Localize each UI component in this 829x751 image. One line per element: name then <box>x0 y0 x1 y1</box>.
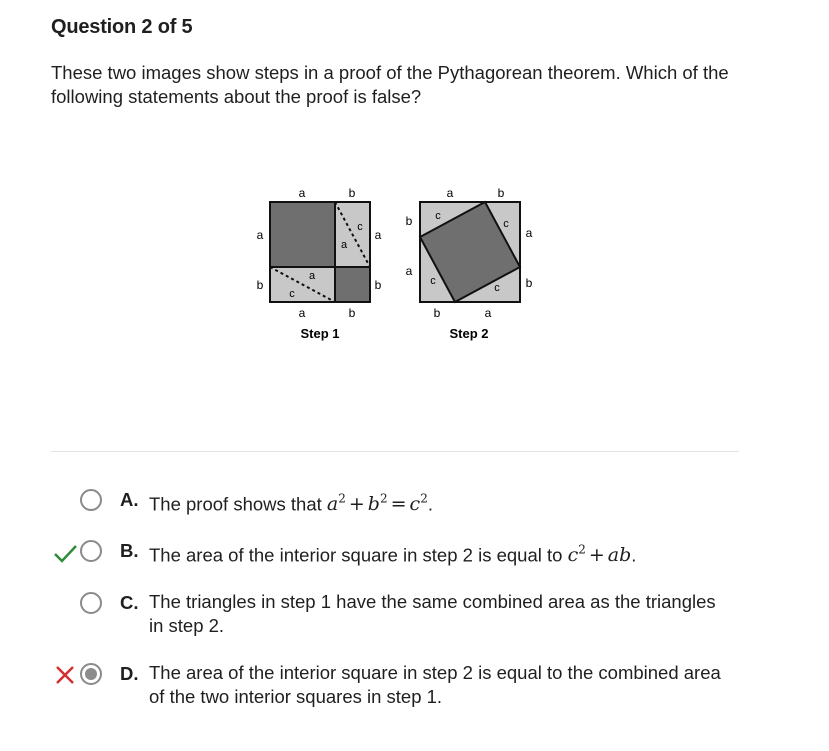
step1-square-b <box>335 267 370 302</box>
answer-option-c[interactable] <box>0 581 829 636</box>
step2-c-top-right: c <box>503 218 509 230</box>
step1-label-top-a: a <box>298 186 306 200</box>
step2-label-top-a: a <box>446 186 454 200</box>
step1-label-right-b: b <box>374 278 382 292</box>
step2-label-left-a: a <box>405 264 413 278</box>
question-prompt: These two images show steps in a proof of the Pythagorean theorem. Which of the following statements about the proof is false? <box>51 62 729 107</box>
question-header: Question 2 of 5 <box>51 16 193 38</box>
step2-label-bottom-b: b <box>433 306 441 320</box>
step1-label-left-b: b <box>256 278 264 292</box>
math-expression: $c^2$ + ab <box>567 543 632 567</box>
x-mark-icon <box>52 662 78 688</box>
option-letter: C. <box>120 592 139 613</box>
step1-label-right-a: a <box>374 228 382 242</box>
answer-option-b[interactable] <box>0 528 829 574</box>
step1-diagram <box>257 186 382 341</box>
divider <box>51 451 739 452</box>
step2-label-right-a: a <box>525 226 533 240</box>
step1-label-bottom-a: a <box>298 306 306 320</box>
option-text: The area of the interior square in step 2 is equal to $c^2$ + ab. <box>149 543 637 567</box>
option-letter: D. <box>120 663 139 684</box>
option-text: The proof shows that $a^2 + b^2 = c^2$. <box>149 492 433 516</box>
step1-tri-label-c2: c <box>289 288 295 300</box>
option-letter: B. <box>120 540 139 561</box>
option-text: The area of the interior square in step 2 is equal to the combined area of the two interior squares in step 1. <box>149 662 721 707</box>
answer-option-d[interactable] <box>0 652 829 707</box>
step2-label-left-b: b <box>405 214 413 228</box>
radio-d[interactable] <box>80 663 102 685</box>
step2-caption: Step 2 <box>449 326 489 341</box>
option-letter: A. <box>120 489 139 510</box>
step2-c-top-left: c <box>435 210 441 222</box>
radio-a[interactable] <box>80 489 102 511</box>
step2-label-right-b: b <box>525 276 533 290</box>
step2-label-bottom-a: a <box>484 306 492 320</box>
step1-label-top-b: b <box>348 186 356 200</box>
option-text: The triangles in step 1 have the same combined area as the triangles in step 2. <box>149 591 716 636</box>
radio-b[interactable] <box>80 540 102 562</box>
answer-option-a[interactable] <box>0 477 829 523</box>
checkmark-icon <box>52 540 78 566</box>
step2-c-bottom-right: c <box>494 282 500 294</box>
step1-tri-label-c1: c <box>357 221 363 233</box>
pythagorean-proof-figure <box>240 178 560 353</box>
radio-c[interactable] <box>80 592 102 614</box>
step2-label-top-b: b <box>497 186 505 200</box>
step1-label-bottom-b: b <box>348 306 356 320</box>
step2-diagram <box>406 186 533 341</box>
step2-c-bottom-left: c <box>430 275 436 287</box>
step1-label-left-a: a <box>256 228 264 242</box>
step1-tri-label-a2: a <box>308 270 316 282</box>
math-expression: $a^2 + b^2 = c^2$ <box>326 492 428 516</box>
step1-caption: Step 1 <box>300 326 340 341</box>
step1-tri-label-a1: a <box>340 239 348 251</box>
step1-square-a <box>270 202 335 267</box>
